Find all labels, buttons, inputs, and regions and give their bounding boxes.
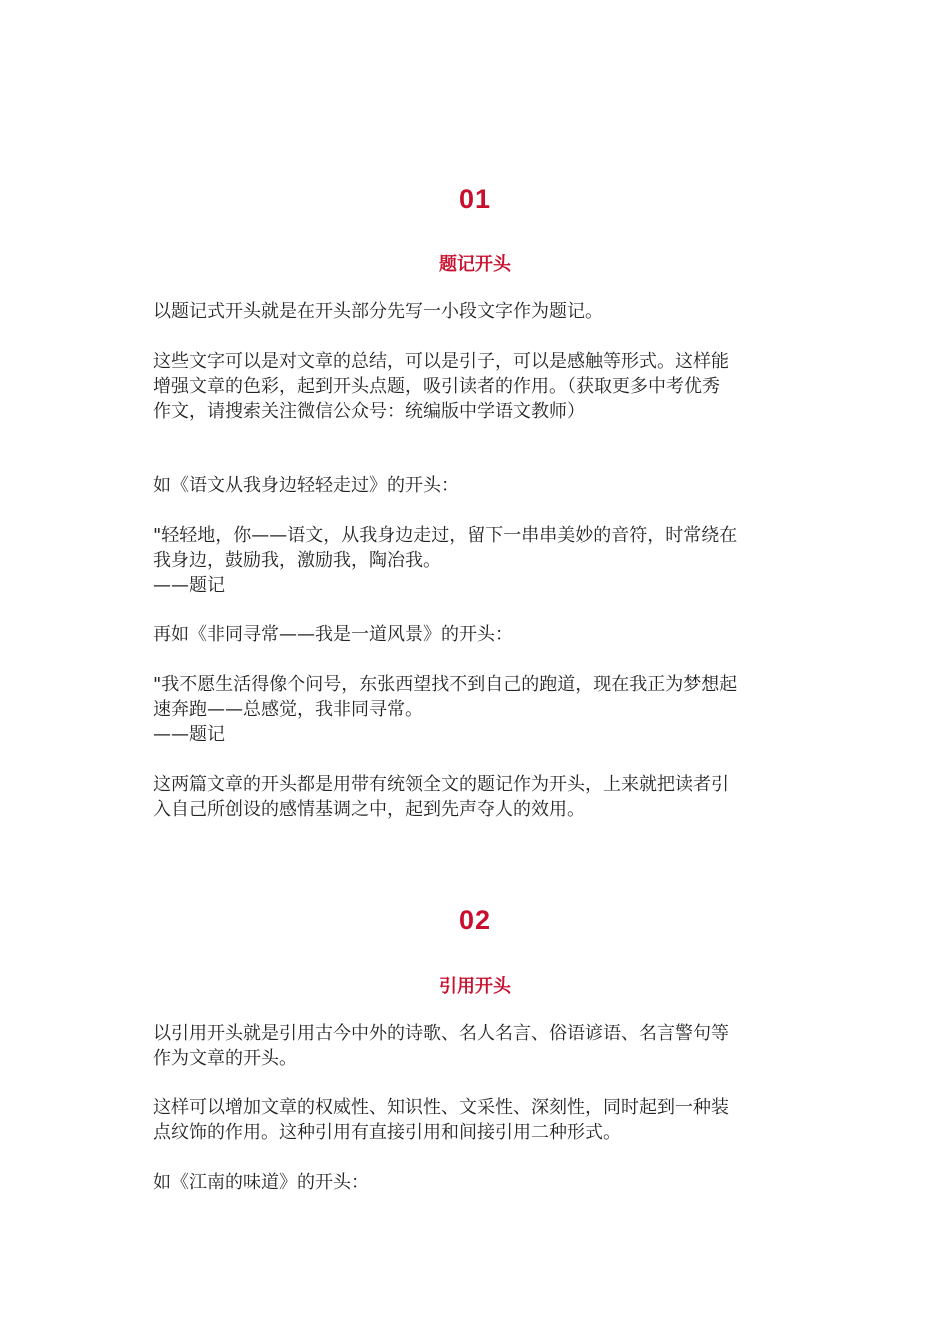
text-line: 如《语文从我身边轻轻走过》的开头：	[153, 475, 459, 496]
paragraph	[153, 622, 803, 647]
paragraph	[153, 473, 803, 498]
text-line: 入自己所创设的感情基调之中，起到先声夺人的效用。	[153, 799, 585, 820]
quote-paragraph	[153, 672, 803, 747]
text-line: 再如《非同寻常——我是一道风景》的开头：	[153, 624, 513, 645]
text-line: "轻轻地，你——语文，从我身边走过，留下一串串美妙的音符，时常绕在	[153, 525, 738, 546]
text-line: 如《江南的味道》的开头：	[153, 1172, 369, 1193]
text-line: 以引用开头就是引用古今中外的诗歌、名人名言、俗语谚语、名言警句等	[153, 1023, 729, 1044]
quote-paragraph	[153, 523, 803, 598]
section-number-01: 01	[458, 184, 492, 214]
paragraph	[153, 772, 803, 822]
text-line: 这两篇文章的开头都是用带有统领全文的题记作为开头，上来就把读者引	[153, 774, 729, 795]
paragraph	[153, 1021, 803, 1071]
text-line: 增强文章的色彩，起到开头点题，吸引读者的作用。（获取更多中考优秀	[153, 376, 720, 397]
section-number-02: 02	[458, 905, 492, 935]
text-line: 这些文字可以是对文章的总结，可以是引子，可以是感触等形式。这样能	[153, 351, 729, 372]
text-line: "我不愿生活得像个问号，东张西望找不到自己的跑道，现在我正为梦想起	[153, 674, 738, 695]
text-line: 作为文章的开头。	[153, 1048, 297, 1069]
text-line: ——题记	[153, 575, 225, 596]
section-title-02: 引用开头	[439, 976, 511, 997]
paragraph	[153, 349, 803, 424]
text-line: ——题记	[153, 724, 225, 745]
paragraph	[153, 1095, 803, 1145]
paragraph	[153, 1170, 803, 1195]
text-line: 作文，请搜索关注微信公众号：统编版中学语文教师）	[153, 401, 585, 422]
text-line: 以题记式开头就是在开头部分先写一小段文字作为题记。	[153, 301, 603, 322]
text-line: 速奔跑——总感觉，我非同寻常。	[153, 699, 423, 720]
text-line: 我身边，鼓励我，激励我，陶冶我。	[153, 550, 441, 571]
paragraph	[153, 299, 803, 324]
text-line: 点纹饰的作用。这种引用有直接引用和间接引用二种形式。	[153, 1122, 621, 1143]
section-title-01: 题记开头	[439, 254, 511, 275]
text-line: 这样可以增加文章的权威性、知识性、文采性、深刻性，同时起到一种装	[153, 1097, 729, 1118]
